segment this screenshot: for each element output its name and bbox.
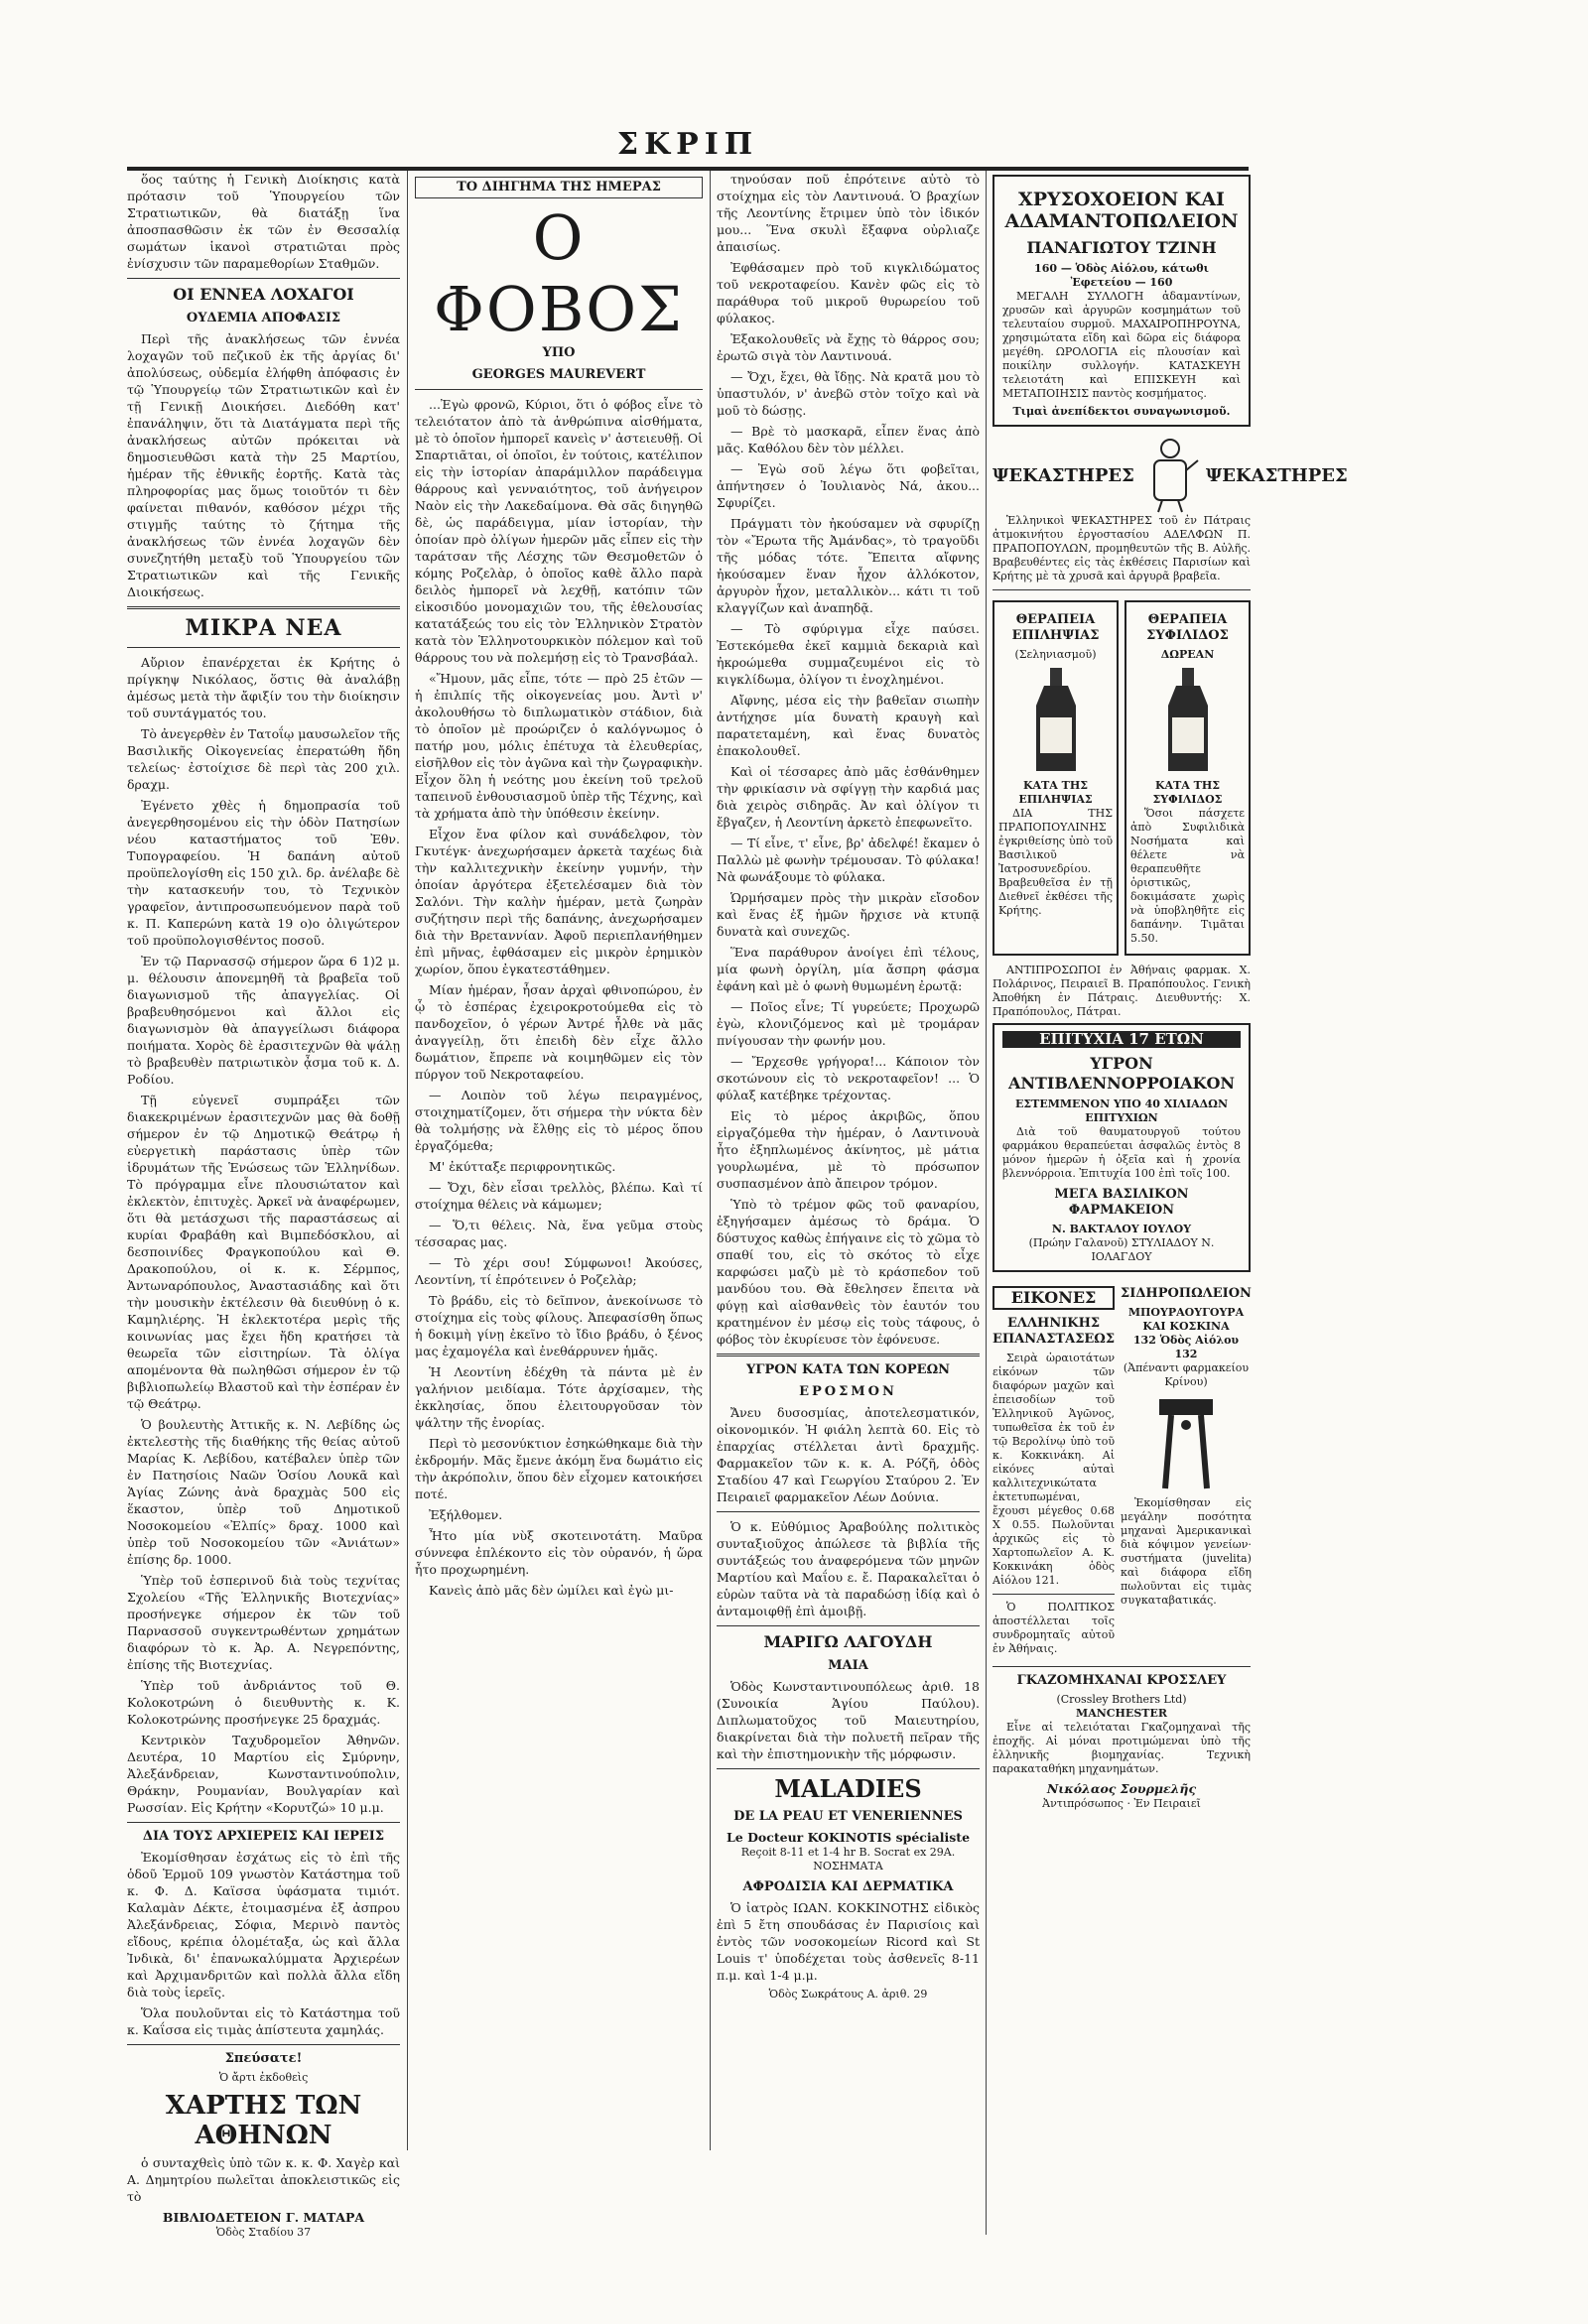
ad-text: Ἑλληνικοὶ ΨΕΚΑΣΤΗΡΕΣ τοῦ ἐν Πάτραις ἀτμοκινήτου ἐργοστασίου ΑΔΕΛΦΩΝ Π. ΠΡΑΠΟΠΟΥΛΩΝ, προμηθευτῶν τῆς Β. Αὐλῆς. Βραβευθέντες εἰς τὰς ἐκθέσεις Παρισίων καὶ Κρήτης μὲ τὰ χρυσᾶ καὶ ἀργυρᾶ βραβεῖα. bbox=[992, 514, 1251, 582]
ad-city: MANCHESTER bbox=[1076, 1707, 1167, 1720]
ad-text: Ὁ ἰατρὸς ΙΩΑΝ. ΚΟΚΚΙΝΟΤΗΣ εἰδικὸς ἐπὶ 5 ἔτη σπουδάσας ἐν Παρισίοις καὶ ἐντὸς τῶν νοσοκομείων Ricord καὶ St Louis τ' ὑποδέχεται τοὺς ἀσθενεῖς 8-11 π.μ. καὶ 1-4 μ.μ. bbox=[717, 1900, 980, 1983]
story-paragraph: — Τὸ χέρι σου! Σύμφωνοι! Ἀκούσες, Λεοντίνη, τί ἐπρότεινεν ὁ Ροζελὰρ; bbox=[415, 1255, 703, 1287]
ad-text: Ὁ κ. Εὐθύμιος Ἀραβούλης πολιτικὸς συνταξιοῦχος ἀπώλεσε τὰ βιβλία τῆς συντάξεώς του ἀναφερόμενα τῶν μηνῶν Μαρτίου καὶ Μαΐου ε. ἔ. Παρακαλεῖται ὁ εὑρὼν ταῦτα νὰ τὰ παραδώσῃ ἰδίᾳ καὶ ὁ ἀνταμοιφθῇ ἐπὶ ἀμοιβῇ. bbox=[717, 1519, 980, 1618]
news-item: Ἐκομίσθησαν ἐσχάτως εἰς τὸ ἐπὶ τῆς ὁδοῦ Ἑρμοῦ 109 γνωστὸν Κατάστημα τοῦ κ. Φ. Δ. Καϊσσα ὑφάσματα τιμιότ. Καλαμὰν Δέκτε, ἐτοιμασμένα ἐξ ἀσπρου Ἀλεξάνδρειας, Σόφια, Μερινὸ παντὸς εἴδους, κρέπια ὁλομέταξα, ὡς καὶ ἄλλα Ἰνδικὰ, δι' ἐπανωκαλύμματα Ἀρχιερέων καὶ Ἀρχιμανδριτῶν καὶ πολλὰ ἄλλα εἴδη διὰ τοὺς ἱερεῖς. bbox=[127, 1850, 400, 2000]
syphilis-ad bbox=[1125, 600, 1251, 956]
divider bbox=[717, 1768, 980, 1769]
masthead bbox=[127, 127, 1249, 173]
ad-subheadline: ΕΡΟΣΜΟΝ bbox=[799, 1384, 897, 1399]
story-paragraph: Ἐξακολουθεῖς νὰ ἔχῃς τὸ θάρρος σου; ἐρωτῶ σιγὰ τὸν Λαντινουά. bbox=[717, 331, 980, 363]
ad-name: Ν. ΒΑΚΤΑΛΟΥ ΙΟΥΛΟΥ bbox=[1051, 1223, 1192, 1235]
column-divider bbox=[407, 171, 408, 2150]
bottle-icon bbox=[1026, 666, 1086, 775]
ad-headline: ΨΕΚΑΣΤΗΡΕΣ bbox=[992, 464, 1134, 486]
story-paragraph: Ἐφθάσαμεν πρὸ τοῦ κιγκλιδώματος τοῦ νεκροταφείου. Κανὲν φῶς εἰς τὸ παράθυρα τοῦ μικροῦ θυρωρείου τοῦ φύλακος. bbox=[717, 260, 980, 325]
ad-text: Εἶνε αἱ τελειόταται Γκαζομηχαναὶ τῆς ἐποχῆς. Αἱ μόναι προτιμώμεναι ὑπὸ τῆς ἑλληνικῆς βιομηχανίας. Τεχνικὴ παρακαταθήκη μηχανημάτων. bbox=[992, 1721, 1251, 1775]
ad-headline: ΧΑΡΤΗΣ ΤΩΝ ΑΘΗΝΩΝ bbox=[165, 2091, 362, 2150]
headline: ΔΙΑ ΤΟΥΣ ΑΡΧΙΕΡΕΙΣ ΚΑΙ ΙΕΡΕΙΣ bbox=[142, 1829, 385, 1844]
story-paragraph: Μίαν ἡμέραν, ἦσαν ἀρχαὶ φθινοπώρου, ἐν ᾧ τὸ ἑσπέρας ἐχειροκροτούμεθα εἰς τὸ πανδοχεῖον, ὁ γέρων Ἀντρέ ἦλθε νὰ μᾶς ἀναγγείλῃ, ὅτι ἐπειδὴ δὲν εἶχε ἄλλο δωμάτιον, ἔπρεπε νὰ κοιμηθῶμεν εἰς τὸν πύργον τοῦ Νεκροταφείου. bbox=[415, 982, 703, 1082]
news-item: Αὔριον ἐπανέρχεται ἐκ Κρήτης ὁ πρίγκηψ Νικόλαος, ὅστις θὰ ἀναλάβῃ ἀμέσως μετὰ τὴν ἄφιξίν του τὴν διοίκησιν τοῦ συντάγματός του. bbox=[127, 655, 400, 720]
news-item: Ἐν τῷ Παρνασσῷ σήμερον ὥρα 6 1)2 μ. μ. θέλουσιν ἀπονεμηθῆ τὰ βραβεῖα τοῦ διαγωνισμοῦ τῆς ἀπαγγελίας. Οἱ βραβευθησόμενοι καὶ ἄλλοι εἰς διαγωνισμὸν θὰ ἀπαγγείλωσι διάφορα ποιήματα. Χορὸς δὲ ἐρασιτεχνῶν θὰ ψάλῃ τὸ βραβευθὲν πατριωτικὸν ᾆσμα τοῦ κ. Δ. Ροδίου. bbox=[127, 954, 400, 1087]
story-paragraph: — Τί εἶνε, τ' εἶνε, βρ' ἀδελφέ! ἔκαμεν ὁ Παλλὼ μὲ φωνὴν τρέμουσαν. Τὸ φύλακα! Νὰ φωνάξουμε τὸ φύλακα. bbox=[717, 836, 980, 884]
news-item: Κεντρικὸν Ταχυδρομεῖον Ἀθηνῶν. Δευτέρα, 10 Μαρτίου εἰς Σμύρνην, Ἀλεξάνδρειαν, Κωνσταντινούπολιν, Θράκην, Ρουμανίαν, Βουλγαρίαν καὶ Ρωσσίαν. Εἰς Κρήτην «Κορυτζώ» 10 μ.μ. bbox=[127, 1733, 400, 1815]
bottle-label: ΚΑΤΑ ΤΗΣ ΕΠΙΛΗΨΙΑΣ bbox=[1018, 779, 1093, 806]
shop-address: Ὁδὸς Σταδίου 37 bbox=[215, 2226, 312, 2239]
divider bbox=[992, 1594, 1115, 1595]
ad-text: ΔΙΑ ΤΗΣ ΠΡΑΠΟΠΟΥΛΙΝΗΣ ἐγκριθείσης ὑπὸ τοῦ Βασιλικοῦ Ἰατροσυνεδρίου. Βραβευθεῖσα ἐν τῇ Διεθνεῖ ἐκθέσει τῆς Κρήτης. bbox=[998, 807, 1113, 917]
bottom-ads bbox=[992, 1280, 1251, 1660]
story-paragraph: — Τὸ σφύριγμα εἶχε παύσει. Ἐστεκόμεθα ἐκεῖ καμμιὰ δεκαριὰ καὶ ἠκροώμεθα συμμαζευμένοι εἰς τὸ κιγκλίδωμα, ὀλίγον τι ἐνοχλημένοι. bbox=[717, 621, 980, 687]
ad-subheadline: ΜΑΙΑ bbox=[828, 1658, 868, 1673]
story-paragraph: — Ὄχι, ἔχει, θὰ ἴδῃς. Νὰ κρατᾶ μου τὸ ὑπαστυλόν, ν' ἀνεβῶ στὸν τοῖχο καὶ νὰ μοῦ τὸ δώσῃς. bbox=[717, 369, 980, 418]
divider bbox=[717, 1625, 980, 1626]
article-text: ὅος ταύτης ἡ Γενικὴ Διοίκησις κατὰ πρότασιν τοῦ Ὑπουργείου τῶν Στρατιωτικῶν, θὰ διατάξῃ ἵνα ἀποσπασθῶσιν ἐκ τῶν ἐν Θεσσαλίᾳ σωμάτων ἱκανοὶ στρατιῶται πρὸς ἐνίσχυσιν τῶν παραμεθορίων Σταθμῶν. bbox=[127, 172, 400, 271]
sprayer-icon bbox=[1140, 435, 1200, 514]
ad-headline: ΨΕΚΑΣΤΗΡΕΣ bbox=[1205, 464, 1348, 486]
column-4 bbox=[992, 171, 1348, 2235]
ad-headline: ΘΕΡΑΠΕΙΑ ΣΥΦΙΛΙΔΟΣ bbox=[1146, 612, 1229, 643]
ad-text: Ἐκομίσθησαν εἰς μεγάλην ποσότητα μηχαναὶ Ἀμερικανικαὶ διὰ κόψιμον γενείων· συστήματα (juvelita) καὶ διάφορα εἴδη πωλοῦνται εἰς τιμὰς συγκαταβατικάς. bbox=[1121, 1496, 1252, 1607]
sprayer-illustration bbox=[1140, 435, 1200, 514]
remedy-ad bbox=[992, 1023, 1251, 1272]
ad-shop: ΜΕΓΑ ΒΑΣΙΛΙΚΟΝ ΦΑΡΜΑΚΕΙΟΝ bbox=[1054, 1187, 1189, 1218]
shop-name: ΒΙΒΛΙΟΔΕΤΕΙΟΝ Γ. ΜΑΤΑΡΑ bbox=[162, 2210, 365, 2225]
story-paragraph: Μ' ἐκύτταξε περιφρονητικῶς. bbox=[429, 1159, 616, 1174]
story-author: GEORGES MAUREVERT bbox=[471, 367, 646, 382]
divider bbox=[992, 1666, 1251, 1667]
story-paragraph: — Ἔρχεσθε γρήγορα!... Κάποιον τὸν σκοτώνουν εἰς τὸ νεκροταφεῖον! ... Ὁ φύλαξ κατέβηκε τρέχοντας. bbox=[717, 1054, 980, 1102]
news-item: Τὸ ἀνεγερθὲν ἐν Τατοΐῳ μαυσωλεῖον τῆς Βασιλικῆς Οἰκογενείας ἐπερατώθη ἤδη τελείως· ἐστοίχισε δὲ περὶ τὰς 200 χιλ. δραχμ. bbox=[127, 726, 400, 792]
ad-headline: ΥΓΡΟΝ ΚΑΤΑ ΤΩΝ ΚΟΡΕΩΝ bbox=[745, 1362, 951, 1377]
news-item: Ἐγένετο χθὲς ἡ δημοπρασία τοῦ ἀνεγερθησομένου εἰς τὴν ὁδὸν Πατησίων νέου καταστήματος τοῦ Ἐθν. Τυπογραφείου. Ἡ δαπάνη αὐτοῦ προϋπελογίσθη εἰς 150 χιλ. δρ. ἀνέλαβε δὲ τὴν κατασκευήν του, τὸ Τεχνικὸν γραφεῖον, ἀντιπροσωπευόμενον παρὰ τοῦ κ. Π. Καπερώνη κατὰ 19 ο)ο ὀλιγώτερον τοῦ προϋπολογισθέντος ποσοῦ. bbox=[127, 798, 400, 948]
ad-headline: ΘΕΡΑΠΕΙΑ ΕΠΙΛΗΨΙΑΣ bbox=[1011, 612, 1100, 643]
column-2 bbox=[415, 171, 703, 2150]
story-paragraph: Ἡ Λεοντίνη ἐδέχθη τὰ πάντα μὲ ἐν γαλήνιον μειδίαμα. Τότε ἀρχίσαμεν, τὴς ἐκκλησίας, ὅπου ἐλειτουργοῦσαν τὸν ψάλτην τῆς ἐνορίας. bbox=[415, 1364, 703, 1430]
section-label: ΤΟ ΔΙΗΓΗΜΑ ΤΗΣ ΗΜΕΡΑΣ bbox=[415, 177, 703, 198]
news-item: Ὑπὲρ τοῦ ἀνδριάντος τοῦ Θ. Κολοκοτρώνη ὁ διευθυντὴς κ. Κ. Κολοκοτρώνης προσήνεγκε 25 δραχμάς. bbox=[127, 1678, 400, 1727]
ad-subheadline: ΠΑΝΑΓΙΩΤΟΥ ΤΖΙΝΗ bbox=[1026, 238, 1217, 257]
ad-address: 160 — Ὁδὸς Αἰόλου, κάτωθι Ἐφετείου — 160 bbox=[1034, 262, 1209, 289]
divider bbox=[127, 2044, 400, 2045]
column-1 bbox=[127, 171, 400, 2239]
story-paragraph: «Ἤμουν, μᾶς εἶπε, τότε — πρὸ 25 ἐτῶν — ἡ ἐπιλπίς τῆς οἰκογενείας μου. Ἀντὶ ν' ἀκολουθήσω τὸ διπλωματικὸν στάδιον, διὰ τὸ ὁποῖον μὲ προώριζεν ὁ καλόγνωμος ὁ πατήρ μου, μόλις ἐπέτυχα τὰ ἐλευθερίας, εἰσῆλθον εἰς τὸν ἀγῶνα καὶ τὴν ζωγραφικὴν. Εἶχον ὅλη ἡ νεότης μου ἐκείνη τοῦ τρελοῦ ταπεινοῦ ἐνθουσιασμοῦ ὑπὲρ τῆς Τέχνης, καὶ τὰ χρήματα ἀπὸ τὴν ὑπόθεσιν ἐκείνην. bbox=[415, 671, 703, 821]
story-paragraph: — Βρὲ τὸ μασκαρᾶ, εἶπεν ἕνας ἀπὸ μᾶς. Καθόλου δὲν τὸν μέλλει. bbox=[717, 424, 980, 455]
pictures-ad bbox=[992, 1280, 1115, 1660]
headline: ΜΙΚΡΑ ΝΕΑ bbox=[185, 615, 342, 641]
masthead-title: ΣΚΡΙΠ bbox=[616, 127, 759, 162]
story-paragraph: Ὡρμήσαμεν πρὸς τὴν μικρὰν εἴσοδον καὶ ἕνας ἐξ ἡμῶν ἤρχισε νὰ κτυπᾷ δυνατὰ καὶ συνεχῶς. bbox=[717, 890, 980, 939]
ad-subheadline: ΔΩΡΕΑΝ bbox=[1160, 648, 1215, 661]
story-paragraph: Τὸ βράδυ, εἰς τὸ δεῖπνον, ἀνεκοίνωσε τὸ στοίχημα εἰς τοὺς φίλους. Ἀπεφασίσθη ὅπως ἡ δοκιμὴ γίνῃ ἐκεῖνο τὸ ἴδιο βράδυ, ὁ ξένος μας ἐχαμογέλα καὶ ἐνεθάρρυνεν ἡμᾶς. bbox=[415, 1293, 703, 1358]
divider bbox=[415, 389, 703, 390]
story-paragraph: Κανεὶς ἀπὸ μᾶς δὲν ὡμίλει καὶ ἐγὼ μι- bbox=[429, 1583, 674, 1598]
jeweller-ad bbox=[992, 175, 1251, 427]
divider bbox=[127, 606, 400, 609]
divider bbox=[992, 589, 1251, 590]
story-paragraph: — Ὅ,τι θέλεις. Νὰ, ἕνα γεῦμα στοὺς τέσσαρας μας. bbox=[415, 1218, 703, 1249]
story-paragraph: Ὑπὸ τὸ τρέμον φῶς τοῦ φαναρίου, ἐξηγήσαμεν ἀμέσως τὸ δράμα. Ὁ δύστυχος καθὼς ἐπήγαινε εἰς τὸ χῶμα τὸ σπαθί του, εἰς τὸ σκότος τὸ εἶχε καρφώσει μαζὺ μὲ τὸ κράσπεδον τοῦ μανδύου του. Θὰ ἔθελησεν ἔπειτα νὰ φύγῃ καὶ αἰσθανθεὶς τὸν ἑαυτόν του κρατημένον ἐν μέσῳ εἰς τοὺς τάφους, ὁ φόβος τὸν ἐκυρίευσε τὸν ἐφόνευσε. bbox=[717, 1197, 980, 1347]
ad-subheadline: ΕΛΛΗΝΙΚΗΣ ΕΠΑΝΑΣΤΑΣΕΩΣ bbox=[992, 1316, 1116, 1347]
story-paragraph: Ἦτο μία νὺξ σκοτεινοτάτη. Μαῦρα σύννεφα ἐπλέκοντο εἰς τὸν οὐρανόν, ἡ ὥρα ἦτο προχωρημένη. bbox=[415, 1528, 703, 1577]
ad-subheadline: ΕΣΤΕΜΜΕΝΟΝ ΥΠΟ 40 ΧΙΛΙΑΔΩΝ ΕΠΙΤΥΧΙΩΝ bbox=[1014, 1097, 1229, 1124]
ad-headline: ΑΦΡΟΔΙΣΙΑ ΚΑΙ ΔΕΡΜΑΤΙΚΑ bbox=[742, 1879, 954, 1894]
news-item: Τῇ εὐγενεῖ συμπράξει τῶν διακεκριμένων ἐρασιτεχνῶν μας θὰ δοθῇ σήμερον ἐν τῷ Δημοτικῷ Θεάτρῳ ἡ εὐεργετικὴ παράστασις ὑπὲρ τῶν ἱδρυμάτων τῆς Ἑνώσεως τῶν Ἑλληνίδων. Τὸ πρόγραμμα εἶνε πλουσιώτατον καὶ ἐκλεκτὸν, ἐπιτυχὲς. Ἀρκεῖ νὰ ἀναφέρωμεν, ὅτι θὰ μετάσχωσι τῆς παραστάσεως αἱ κυρίαι Φραβάθη καὶ Βιμπεδόσκλου, αἱ δεσποινίδες Φραγκοπούλου καὶ Θ. Δρακοπούλου, οἱ κ. κ. Σέρμπος, Ἀντωναρόπουλος, Ἀναστασιάδης καὶ ὅτι τὴν μουσικὴν ἐκτέλεσιν θὰ διευθύνῃ ὁ κ. Καμηλιέρης. Ἡ ἐκλεκτοτέρα μερὶς τῆς κοινωνίας μας ἔχει ἤδη κρατήσει τὰ θεωρεῖα τῶν εἰσιτηρίων. Τὰ ὀλίγα απομένοντα θὰ πωληθῶσι σήμερον ἐν τῷ βιβλιοπωλείῳ Βλαστοῦ καὶ τὴν ἑσπέραν ἐν τῷ Θεάτρῳ. bbox=[127, 1093, 400, 1411]
ad-headline: MALADIES bbox=[774, 1774, 922, 1803]
ad-banner: ΕΠΙΤΥΧΙΑ 17 ΕΤΩΝ bbox=[1002, 1031, 1241, 1048]
ad-address: (Πρώην Γαλανοῦ) ΣΤΥΛΙΑΔΟΥ Ν. ΙΟΛΑΓΔΟΥ bbox=[1028, 1236, 1215, 1263]
ad-agent: Νικόλαος Σουρμελῆς bbox=[1046, 1781, 1197, 1796]
ad-subheadline: (Crossley Brothers Ltd) bbox=[1056, 1693, 1187, 1706]
ad-text: Σειρὰ ὡραιοτάτων εἰκόνων τῶν διαφόρων μαχῶν καὶ ἐπεισοδίων τοῦ Ἑλληνικοῦ Ἀγῶνος, τυπωθεῖσα ἐκ τοῦ ἐν τῷ Βερολίνῳ ὑπὸ τοῦ κ. Κοκκινάκη. Αἱ εἰκόνες αὐταὶ καλλιτεχνικώτατα ἐκτετυπωμέναι, ἔχουσι μέγεθος 0.68 X 0.55. Πωλοῦνται ἀρχικῶς εἰς τὸ Χαρτοπωλεῖον Α. Κ. Κοκκινάκη ὁδὸς Αἰόλου 121. bbox=[992, 1352, 1116, 1587]
ad-text: Ὁδὸς Σωκράτους Α. ἀριθ. 29 bbox=[768, 1988, 928, 2001]
ad-text: ΝΟΣΗΜΑΤΑ bbox=[813, 1860, 883, 1872]
story-by: ΥΠΟ bbox=[542, 345, 576, 360]
divider bbox=[717, 1354, 980, 1356]
ad-headline: ΜΑΡΙΓΩ ΛΑΓΟΥΔΗ bbox=[763, 1632, 933, 1651]
hardware-ad bbox=[1121, 1280, 1252, 1660]
news-item: Ὁ βουλευτὴς Ἀττικῆς κ. Ν. Λεβίδης ὡς ἐκτελεστὴς τῆς διαθήκης τῆς θείας αὐτοῦ Μαρίας Κ. Λεβίδου, κατέβαλεν ὑπὲρ τῶν ἐν Πατησίοις Ναῶν Ὁσίου Λουκᾶ καὶ Ἁγίας Ζώνης ἀνὰ δραχμὰς 500 εἰς ἕκαστον, ὑπὲρ τοῦ Δημοτικοῦ Νοσοκομείου «Ἐλπίς» δραχ. 1000 καὶ ὑπὲρ τοῦ Νοσοκομείου τῶν «Ἀνιάτων» ἐπίσης δρ. 1000. bbox=[127, 1417, 400, 1567]
column-divider bbox=[710, 171, 711, 2150]
ad-text: ΑΝΤΙΠΡΟΣΩΠΟΙ ἐν Ἀθήναις φαρμακ. Χ. Πολάρινος, Πειραιεῖ Β. Πραπόπουλος. Γενικὴ Ἀποθήκη ἐν Πάτραις. Διευθυντής: Χ. Πραπόπουλος, Πάτραι. bbox=[992, 964, 1251, 1018]
divider bbox=[717, 1511, 980, 1512]
ad-text: ὁ συνταχθεὶς ὑπὸ τῶν κ. κ. Φ. Χαγὲρ καὶ Α. Δημητρίου πωλεῖται ἀποκλειστικῶς εἰς τὸ bbox=[127, 2155, 400, 2204]
divider bbox=[127, 647, 400, 648]
story-paragraph: Περὶ τὸ μεσονύκτιον ἐσηκώθηκαμε διὰ τὴν ἐκδρομήν. Μᾶς ἔμενε ἀκόμη ἕνα δωμάτιο εἰς τὴν ἀκρόπολιν, ὅπου δὲν εἶχομεν κατοικήσει ποτέ. bbox=[415, 1436, 703, 1501]
story-paragraph: Εἶχον ἔνα φίλον καὶ συνάδελφον, τὸν Γκυτέγκ· ἀνεχωρήσαμεν ἀρκετὰ ταχέως διὰ τὴν καλλιτεχνικὴν ἐκείνην γυμνήν, τὴν ὁποίαν ἀργότερα ἐξετελέσαμεν διὰ τὸν Σαλόνι. Τὴν καλὴν ἡμέραν, μετὰ ζωηρὰν συζήτησιν περὶ τῆς δαπάνης, ἀνεχωρήσαμεν διὰ τὴν Βρεταννίαν. Ἀφοῦ περιεπλανήθημεν ἐπὶ μῆνας, ἐφθάσαμεν εἰς μικρὸν ἐρημικὸν χωρίον, ὅπου ἐγκατεστάθημεν. bbox=[415, 827, 703, 976]
ad-headline: ΥΓΡΟΝ ΑΝΤΙΒΛΕΝΝΟΡΡΟΙΑΚΟΝ bbox=[1007, 1054, 1236, 1093]
ad-headline: ΣΙΔΗΡΟΠΩΛΕΙΟΝ bbox=[1121, 1286, 1252, 1301]
story-paragraph: Πράγματι τὸν ἠκούσαμεν νὰ σφυρίζῃ τὸν «Ἔρωτα τῆς Ἀμάνδας», τὸ τραγοῦδι τῆς μόδας τότε. Ἔπειτα αἴφνης ἠκούσαμεν ἕναν ἦχον ἀλλόκοτον, ἀργυρὸν ἦχον, μεταλλικὸν... κάτι τι τοῦ κλαγγίζων καὶ ἀναπηδᾷ. bbox=[717, 516, 980, 615]
divider bbox=[127, 278, 400, 279]
story-title: Ο ΦΟΒΟΣ bbox=[434, 201, 684, 345]
ad-text: ΜΕΓΑΛΗ ΣΥΛΛΟΓΗ ἀδαμαντίνων, χρυσῶν καὶ ἀργυρῶν κοσμημάτων τοῦ τελευταίου συρμοῦ. ΜΑΧΑΙΡΟΠΗΡΟΥΝΑ, χρησιμώτατα εἴδη καὶ δῶρα εἰς διάφορα μεγέθη. ΩΡΟΛΟΓΙΑ εἰς πλουσίαν καὶ ποικίλην συλλογήν. ΚΑΤΑΣΚΕΥΗ τελειοτάτη καὶ ΕΠΙΣΚΕΥΗ καὶ ΜΕΤΑΠΟΙΗΣΙΣ παντὸς κοσμήματος. bbox=[1002, 290, 1241, 400]
story-paragraph: Εἰς τὸ μέρος ἀκριβῶς, ὅπου εἰργαζόμεθα τὴν ἡμέραν, ὁ Λαντινουὰ ἦτο ἐξηπλωμένος ἀκίνητος, μὲ μάτια γουρλωμένα, μὲ τὸ πρόσωπον συσπασμένον ἀπὸ ἄπειρον τρόμον. bbox=[717, 1108, 980, 1191]
subheadline: ΟΥΔΕΜΙΑ ΑΠΟΦΑΣΙΣ bbox=[186, 311, 341, 325]
ad-address: 132 Ὁδὸς Αἰόλου 132 bbox=[1132, 1334, 1240, 1360]
story-paragraph: Ἐξήλθομεν. bbox=[429, 1507, 503, 1522]
column-divider bbox=[986, 171, 987, 2235]
ad-headline: ΓΚΑΖΟΜΗΧΑΝΑΙ ΚΡΟΣΣΛΕΥ bbox=[1016, 1673, 1227, 1688]
divider bbox=[127, 1822, 400, 1823]
story-paragraph: τηνούσαν ποῦ ἐπρότεινε αὐτὸ τὸ στοίχημα εἰς τὸν Λαντινουά. Ὁ βραχίων τῆς Λεοντίνης ἔτριμεν ὑπὸ τὸν ἰδικόν μου... Ἕνα σκυλὶ ἔξαφνα οὐρλιαζε ἀπαισίως. bbox=[717, 172, 980, 254]
epilepsy-ad bbox=[992, 600, 1119, 956]
article-text: Περὶ τῆς ἀνακλήσεως τῶν ἐννέα λοχαγῶν τοῦ πεζικοῦ ἐκ τῆς ἀργίας δι' ἀπολύσεως, οὐδεμία ἐλήφθη ἀπόφασις ἐν τῷ Ὑπουργείῳ τῶν Στρατιωτικῶν καὶ ἐν τῇ Γενικῇ Διοικήσει. Διεδόθη κατ' ἐπανάληψιν, ὅτι τὰ Διατάγματα περὶ τῆς ἀνακλήσεως αὐτῶν πρόκειται νὰ δημοσιευθῶσι κατὰ τὴν 25 Μαρτίου, ἡμέραν τῆς ἐθνικῆς ἑορτῆς. Κατὰ τὰς πληροφορίας μας ὅμως τοιοῦτόν τι δὲν φαίνεται πιθανόν, καθόσον μέχρι τῆς στιγμῆς ταύτης τὸ ζήτημα τῆς ἀνακλήσεως τῶν ἐννέα λοχαγῶν δὲν συνεζητήθη μεταξὺ τοῦ Ὑπουργείου τῶν Στρατιωτικῶν καὶ τῆς Γενικῆς Διοικήσεως. bbox=[127, 331, 400, 599]
news-item: Ὑπὲρ τοῦ ἐσπερινοῦ διὰ τοὺς τεχνίτας Σχολείου «Τῆς Ἑλληνικῆς Βιοτεχνίας» προσήνεγκε σήμερον ἐκ τῶν τοῦ Παρνασσοῦ συγκεντρωθέντων χρημάτων διαφόρων τὸ κ. Ἀρ. Α. Νεγρεπόντης, ἐπίσης τῆς Βιοτεχνίας. bbox=[127, 1573, 400, 1672]
story-paragraph: — Λοιπὸν τοῦ λέγω πειραγμένος, στοιχηματίζομεν, ὅτι σήμερα τὴν νύκτα δὲν θὰ τολμήσῃς νὰ ἔλθῃς εἰς τὸ μέρος ὅπου ἐργαζόμεθα; bbox=[415, 1088, 703, 1153]
ad-text: Ὁδὸς Κωνσταντινουπόλεως ἀριθ. 18 (Συνοικία Ἁγίου Παύλου). Διπλωματοῦχος τοῦ Μαιευτηρίου, διακρίνεται διὰ τὴν πολυετῆ πεῖραν τῆς καὶ τὴν ἐπιστημονικὴν τῆς μόρφωσιν. bbox=[717, 1679, 980, 1761]
story-paragraph: Καὶ οἱ τέσσαρες ἀπὸ μᾶς ἐσθάνθημεν τὴν φρικίασιν νὰ σφίγγῃ τὴν καρδιά μας διὰ χειρὸς σιδηρᾶς. Ἀν καὶ ὀλίγον τι ἔβγαζεν, ἡ Λεοντίνη ἀρκετὸ ἐπεφωνεῖτο. bbox=[717, 764, 980, 830]
clipper-icon bbox=[1151, 1393, 1221, 1492]
bottle-label: ΚΑΤΑ ΤΗΣ ΣΥΦΙΛΙΔΟΣ bbox=[1152, 779, 1223, 806]
ad-text: Ἄνευ δυσοσμίας, ἀποτελεσματικόν, οἰκονομικόν. Ἡ φιάλη λεπτὰ 60. Εἰς τὸ ἐπαρχίας στέλλεται ἀντὶ δραχμῆς. Φαρμακεῖον τῶν κ. κ. Α. Ρόζῆ, ὁδὸς Σταδίου 47 καὶ Γεωργίου Σταύρου 2. Ἐν Πειραιεῖ φαρμακεῖον Λέων Δούνια. bbox=[717, 1405, 980, 1504]
ad-text: Διὰ τοῦ θαυματουργοῦ τούτου φαρμάκου θεραπεύεται ἀσφαλῶς ἐντὸς 8 μόνον ἡμερῶν ἡ ὀξεῖα καὶ ἡ χρονία βλεννόρροια. Ἐπιτυχία 100 ἐπὶ τοῖς 100. bbox=[1002, 1125, 1241, 1180]
ad-name: ΜΠΟΥΡΑΟΥΓΟΥΡΑ ΚΑΙ ΚΟΣΚΙΝΑ bbox=[1127, 1306, 1245, 1333]
sprayer-ad bbox=[992, 435, 1348, 514]
ad-subheadline: (Σεληνιασμοῦ) bbox=[1014, 648, 1097, 661]
bottle-icon bbox=[1158, 666, 1218, 775]
medicine-ads bbox=[992, 596, 1251, 964]
ad-headline: ΕΙΚΟΝΕΣ bbox=[992, 1286, 1115, 1310]
ad-text: Reçoit 8-11 et 1-4 hr B. Socrat ex 29A. bbox=[740, 1846, 956, 1859]
story-paragraph: Αἴφνης, μέσα εἰς τὴν βαθεῖαν σιωπὴν ἀντήχησε μία δυνατὴ κραυγὴ καὶ παρατεταμένη, καὶ ἕνας δυνατὸς ἐπακολουθεῖ. bbox=[717, 693, 980, 758]
ad-text: Ὁ ἄρτι ἐκδοθεὶς bbox=[218, 2071, 309, 2084]
ad-text: Τιμαὶ ἀνεπίδεκτοι συναγωνισμοῦ. bbox=[1012, 405, 1231, 418]
ad-text: Ὅσοι πάσχετε ἀπὸ Συφιλιδικὰ Νοσήματα καὶ θέλετε νὰ θεραπευθῆτε ὁριστικῶς, δοκιμάσατε χωρὶς νὰ ὑποβληθῆτε εἰς δαπάνην. Τιμᾶται 5.50. bbox=[1130, 807, 1245, 945]
headline: ΟΙ ΕΝΝΕΑ ΛΟΧΑΓΟΙ bbox=[173, 285, 354, 304]
story-paragraph: Ἕνα παράθυρον ἀνοίγει ἐπὶ τέλους, μία φωνὴ ὀργίλη, μία ἄσπρη φάσμα ἐφάνη καὶ μὲ ὁ φωνὴ θυμωμένη ἐρωτᾷ: bbox=[717, 945, 980, 993]
story-paragraph: — Ποῖος εἶνε; Τί γυρεύετε; Προχωρῶ ἐγὼ, κλονιζόμενος καὶ μὲ τρομάραν πνίγουσαν τὴν φωνήν μου. bbox=[717, 999, 980, 1048]
ad-text: Ὁ ΠΟΛΙΤΙΚΟΣ ἀποστέλλεται τοῖς συνδρομηταῖς αὐτοῦ ἐν Ἀθήναις. bbox=[992, 1601, 1116, 1655]
column-3 bbox=[717, 171, 980, 2150]
story-paragraph: — Ἐγὼ σοῦ λέγω ὅτι φοβεῖται, ἀπήντησεν ὁ Ἰουλιανὸς Νά, ἀκου... Σφυρίζει. bbox=[717, 461, 980, 510]
ad-address: (Ἀπέναντι φαρμακείου Κρίνου) bbox=[1123, 1361, 1250, 1388]
ad-text: Le Docteur KOKINOTIS spécialiste bbox=[726, 1830, 971, 1845]
news-item: Ὅλα πουλοῦνται εἰς τὸ Κατάστημα τοῦ κ. Καΐσσα εἰς τιμὰς ἀπίστευτα χαμηλάς. bbox=[127, 2005, 400, 2037]
ad-subheadline: DE LA PEAU ET VENERIENNES bbox=[733, 1809, 963, 1824]
ad-headline: ΧΡΥΣΟΧΟΕΙΟΝ ΚΑΙ ΑΔΑΜΑΝΤΟΠΩΛΕΙΟΝ bbox=[1004, 189, 1239, 232]
ad-agent-role: Ἀντιπρόσωπος · Ἐν Πειραιεῖ bbox=[1042, 1797, 1201, 1810]
story-paragraph: — Ὄχι, δὲν εἶσαι τρελλὸς, βλέπω. Καὶ τί στοίχημα θέλεις νὰ κάμωμεν; bbox=[415, 1180, 703, 1212]
story-paragraph: ...Ἐγὼ φρονῶ, Κύριοι, ὅτι ὁ φόβος εἶνε τὸ τελειότατον ἀπὸ τὰ ἀνθρώπινα αἰσθήματα, μὲ τὸ ὁποῖον ἠμπορεῖ κανεὶς ν' ἀστειευθῇ. Οἱ Σπαρτιᾶται, οἱ ὁποῖοι, ἐν τούτοις, κατέλιπον εἰς τὴν ἱστορίαν ἀπαράμιλλον παράδειγμα θάρρους καὶ γενναιότητος, τοῦ ἀνήγειρον Ναὸν εἰς τὴν Λακεδαίμονα. Θὰ σᾶς διηγηθῶ δὲ, ὡς παράδειγμα, μίαν ἱστορίαν, τὴν ὁποίαν πρὸ ὀλίγων ἡμερῶν μᾶς εἶπεν εἰς τὴν ταράτσαν τῆς Λέσχης τῶν Θεσμοθετῶν ὁ κόμης Ροζελὰρ, ὁ ὁποῖος καθὲ ἄλλο παρὰ δειλὸς ἠμπορεῖ νὰ λεχθῇ, κατόπιν τῶν εἰκοσιδύο μονομαχιῶν του, τῆς ἐθελουσίας κατατάξεώς του εἰς τὸν Ἑλληνικὸν Στρατὸν κατὰ τὸν Ἑλληνοτουρκικὸν πόλεμον καὶ τοῦ θάρρους του νὰ πολεμήσῃ εἰς τὸ Τρανσβάαλ. bbox=[415, 397, 703, 665]
headline: Σπεύσατε! bbox=[224, 2051, 303, 2066]
